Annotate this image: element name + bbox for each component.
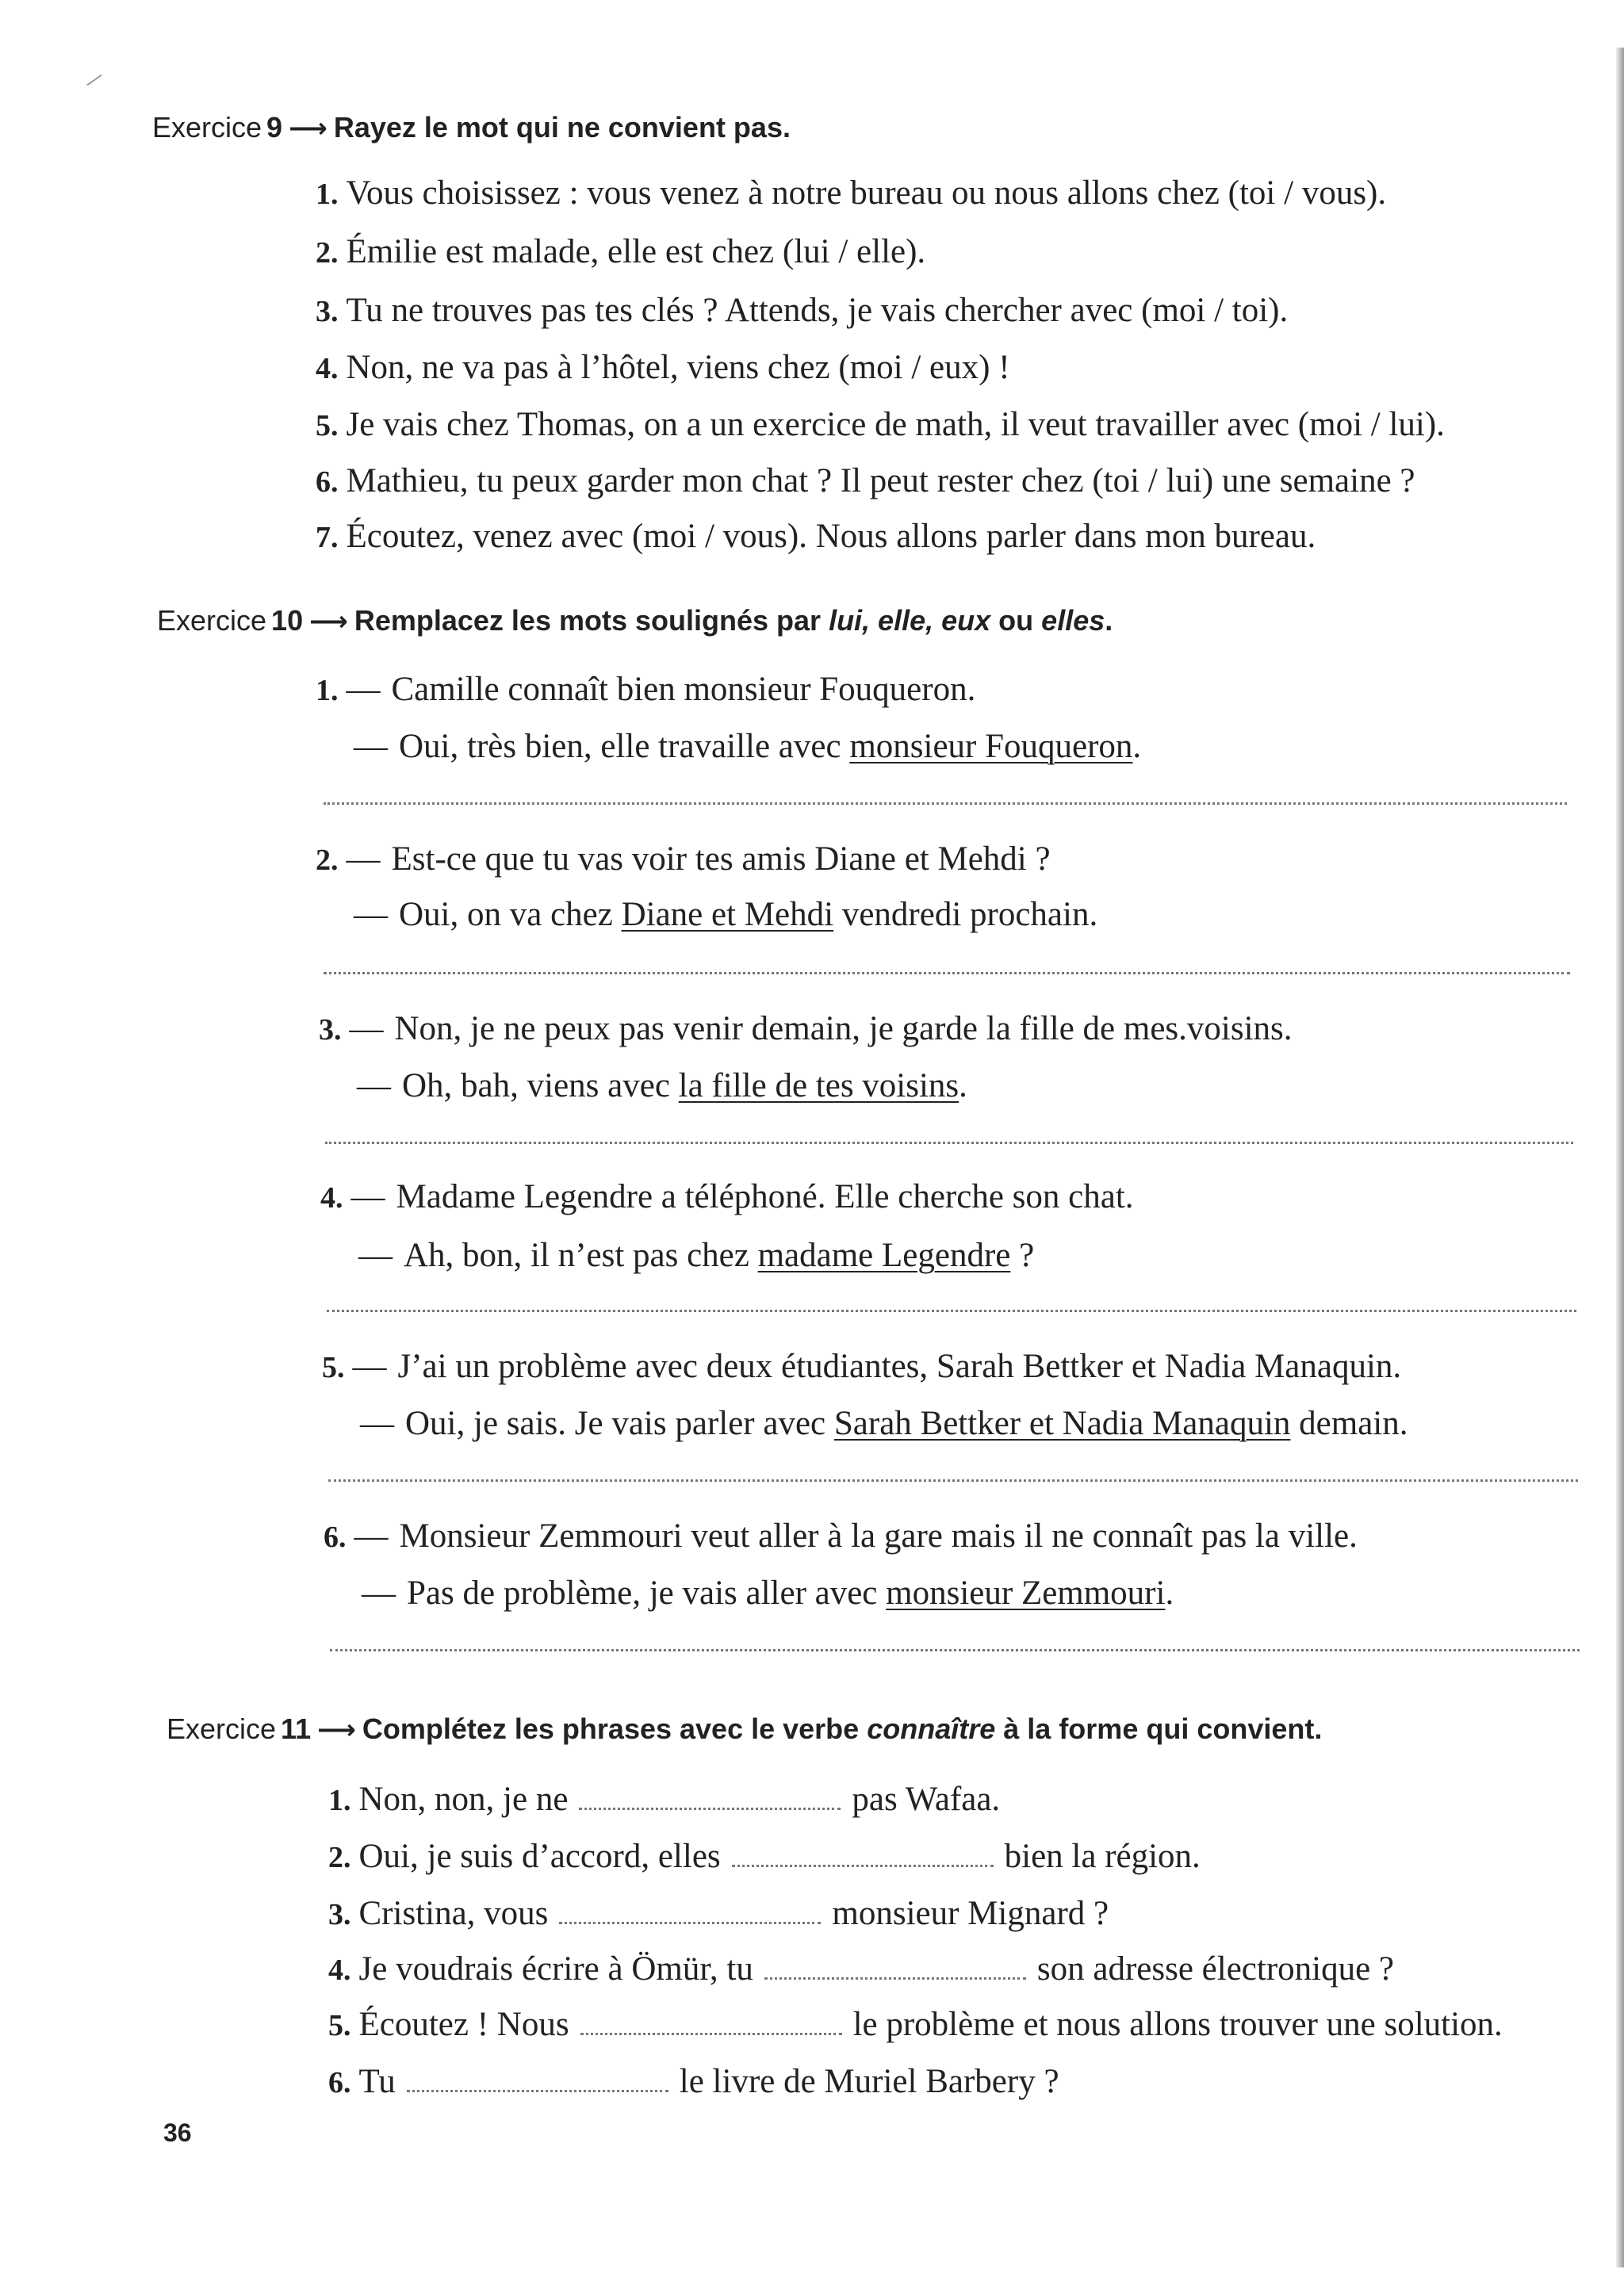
exercise-10-heading: Exercice 10 ⟶ Remplacez les mots soulignés par lui, elle, eux ou elles. [157,604,1113,637]
exercise-11-heading: Exercice 11 ⟶ Complétez les phrases avec le verbe connaître à la forme qui convient. [167,1712,1323,1745]
ex9-item-1: 1. Vous choisissez : vous venez à notre bureau ou nous allons chez (toi / vous). [316,174,1387,212]
underlined-phrase: monsieur Zemmouri [886,1575,1166,1612]
fill-in-blank[interactable] [732,1841,994,1867]
ex10-answer-line-5[interactable] [328,1479,1578,1482]
ex10-answer-line-6[interactable] [330,1649,1580,1651]
ex10-dialogue-3-answer: — Oh, bah, viens avec la fille de tes voisins. [357,1067,967,1104]
ex10-dialogue-1-question: 1. — Camille connaît bien monsieur Fouqueron. [316,671,976,708]
ex11-item-4: 4. Je voudrais écrire à Ömür, tu son adresse électronique ? [328,1950,1395,1988]
exercise-9-heading: Exercice 9 ⟶ Rayez le mot qui ne convient pas. [152,111,791,144]
arrow-icon: ⟶ [289,113,327,144]
ex10-answer-line-4[interactable] [327,1310,1576,1312]
ex11-item-6: 6. Tu le livre de Muriel Barbery ? [328,2063,1059,2100]
fill-in-blank[interactable] [579,1784,841,1810]
stray-pen-mark [86,75,102,86]
page-edge-shadow [1616,48,1624,2267]
ex9-item-2: 2. Émilie est malade, elle est chez (lui / elle). [316,233,926,270]
ex10-dialogue-6-answer: — Pas de problème, je vais aller avec monsieur Zemmouri. [362,1575,1174,1612]
arrow-icon: ⟶ [309,607,348,637]
page-number: 36 [163,2118,192,2147]
ex10-answer-line-2[interactable] [324,972,1570,974]
ex10-answer-line-1[interactable] [324,802,1567,805]
ex11-item-3: 3. Cristina, vous monsieur Mignard ? [328,1895,1109,1932]
fill-in-blank[interactable] [407,2066,668,2092]
ex11-item-1: 1. Non, non, je ne pas Wafaa. [328,1781,1001,1818]
ex9-item-6: 6. Mathieu, tu peux garder mon chat ? Il peut rester chez (toi / lui) une semaine ? [316,462,1415,499]
underlined-phrase: monsieur Fouqueron [849,728,1133,765]
ex10-dialogue-6-question: 6. — Monsieur Zemmouri veut aller à la gare mais il ne connaît pas la ville. [324,1517,1358,1555]
ex9-item-7: 7. Écoutez, venez avec (moi / vous). Nous allons parler dans mon bureau. [316,518,1316,555]
ex10-dialogue-5-answer: — Oui, je sais. Je vais parler avec Sarah Bettker et Nadia Manaquin demain. [360,1405,1408,1442]
ex10-dialogue-1-answer: — Oui, très bien, elle travaille avec monsieur Fouqueron. [354,728,1142,765]
ex9-item-3: 3. Tu ne trouves pas tes clés ? Attends, je vais chercher avec (moi / toi). [316,292,1289,329]
ex10-dialogue-4-question: 4. — Madame Legendre a téléphoné. Elle cherche son chat. [320,1178,1134,1215]
fill-in-blank[interactable] [559,1898,821,1924]
fill-in-blank[interactable] [764,1954,1026,1980]
ex9-item-5: 5. Je vais chez Thomas, on a un exercice de math, il veut travailler avec (moi / lui). [316,406,1445,443]
ex9-item-4: 4. Non, ne va pas à l’hôtel, viens chez (moi / eux) ! [316,349,1010,386]
ex11-item-2: 2. Oui, je suis d’accord, elles bien la région. [328,1838,1201,1875]
underlined-phrase: la fille de tes voisins [678,1067,959,1104]
ex10-dialogue-3-question: 3. — Non, je ne peux pas venir demain, je garde la fille de mes.voisins. [319,1010,1293,1047]
arrow-icon: ⟶ [317,1715,356,1745]
ex10-dialogue-2-answer: — Oui, on va chez Diane et Mehdi vendredi prochain. [354,896,1098,933]
ex10-dialogue-4-answer: — Ah, bon, il n’est pas chez madame Legendre ? [358,1237,1035,1274]
ex10-dialogue-2-question: 2. — Est-ce que tu vas voir tes amis Diane et Mehdi ? [316,840,1051,878]
underlined-phrase: Sarah Bettker et Nadia Manaquin [833,1405,1291,1442]
fill-in-blank[interactable] [580,2009,842,2035]
underlined-phrase: Diane et Mehdi [621,896,834,933]
ex10-answer-line-3[interactable] [325,1142,1573,1144]
ex11-item-5: 5. Écoutez ! Nous le problème et nous allons trouver une solution. [328,2006,1503,2043]
ex10-dialogue-5-question: 5. — J’ai un problème avec deux étudiantes, Sarah Bettker et Nadia Manaquin. [322,1348,1402,1385]
underlined-phrase: madame Legendre [757,1237,1011,1274]
